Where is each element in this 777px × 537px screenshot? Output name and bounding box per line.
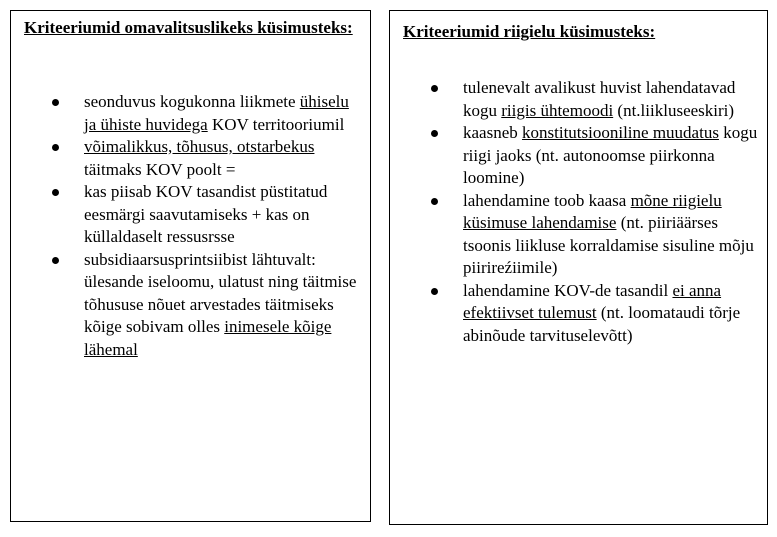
bullet-icon [431, 198, 438, 205]
list-item [29, 181, 364, 249]
item-text: kaasneb konstitutsiooniline muudatus kogu riigi jaoks (nt. autonoomse piirkonna loomine) [463, 123, 758, 187]
left-criteria-list [29, 91, 364, 361]
list-item [408, 190, 763, 280]
left-criteria-box [10, 10, 371, 522]
list-item [29, 136, 364, 181]
bullet-icon [52, 99, 59, 106]
list-item [29, 249, 364, 362]
left-heading: Kriteeriumid omavalitsuslikeks küsimusteks: [24, 18, 353, 37]
item-text: kas piisab KOV tasandist püstitatud eesmärgi saavutamiseks + kas on küllaldaselt ressusrsse [84, 182, 328, 246]
list-item [29, 91, 364, 136]
bullet-icon [52, 144, 59, 151]
bullet-icon [52, 257, 59, 264]
right-criteria-list [408, 77, 763, 347]
bullet-icon [52, 189, 59, 196]
list-item [408, 280, 763, 348]
item-text: seonduvus kogukonna liikmete ühiselu ja ühiste huvidega KOV territooriumil [84, 92, 349, 134]
item-text: lahendamine toob kaasa mõne riigielu küsimuse lahendamise (nt. piiriäärses tsoonis liikluse korraldamise sisuline mõju piirireźiimile) [463, 190, 754, 277]
bullet-icon [431, 85, 438, 92]
item-text: lahendamine KOV-de tasandil ei anna efektiivset tulemust (nt. loomataudi tõrje abinõude tarvituselevõtt) [463, 280, 741, 345]
bullet-icon [431, 288, 438, 295]
item-text: subsidiaarsusprintsiibist lähtuvalt: ülesande iseloomu, ulatust ning täitmise tõhususe nõuet arvestades täitmiseks kõige sobivam olles inimesele kõige lähemal [84, 249, 357, 359]
right-criteria-box [389, 10, 768, 525]
item-text: tulenevalt avalikust huvist lahendatavad kogu riigis ühtemoodi (nt.liikluseeskiri) [463, 78, 736, 120]
bullet-icon [431, 130, 438, 137]
item-text: võimalikkus, tõhusus, otstarbekus täitmaks KOV poolt = [84, 137, 315, 179]
right-heading: Kriteeriumid riigielu küsimusteks: [403, 22, 656, 41]
list-item [408, 122, 763, 190]
list-item [408, 77, 763, 122]
